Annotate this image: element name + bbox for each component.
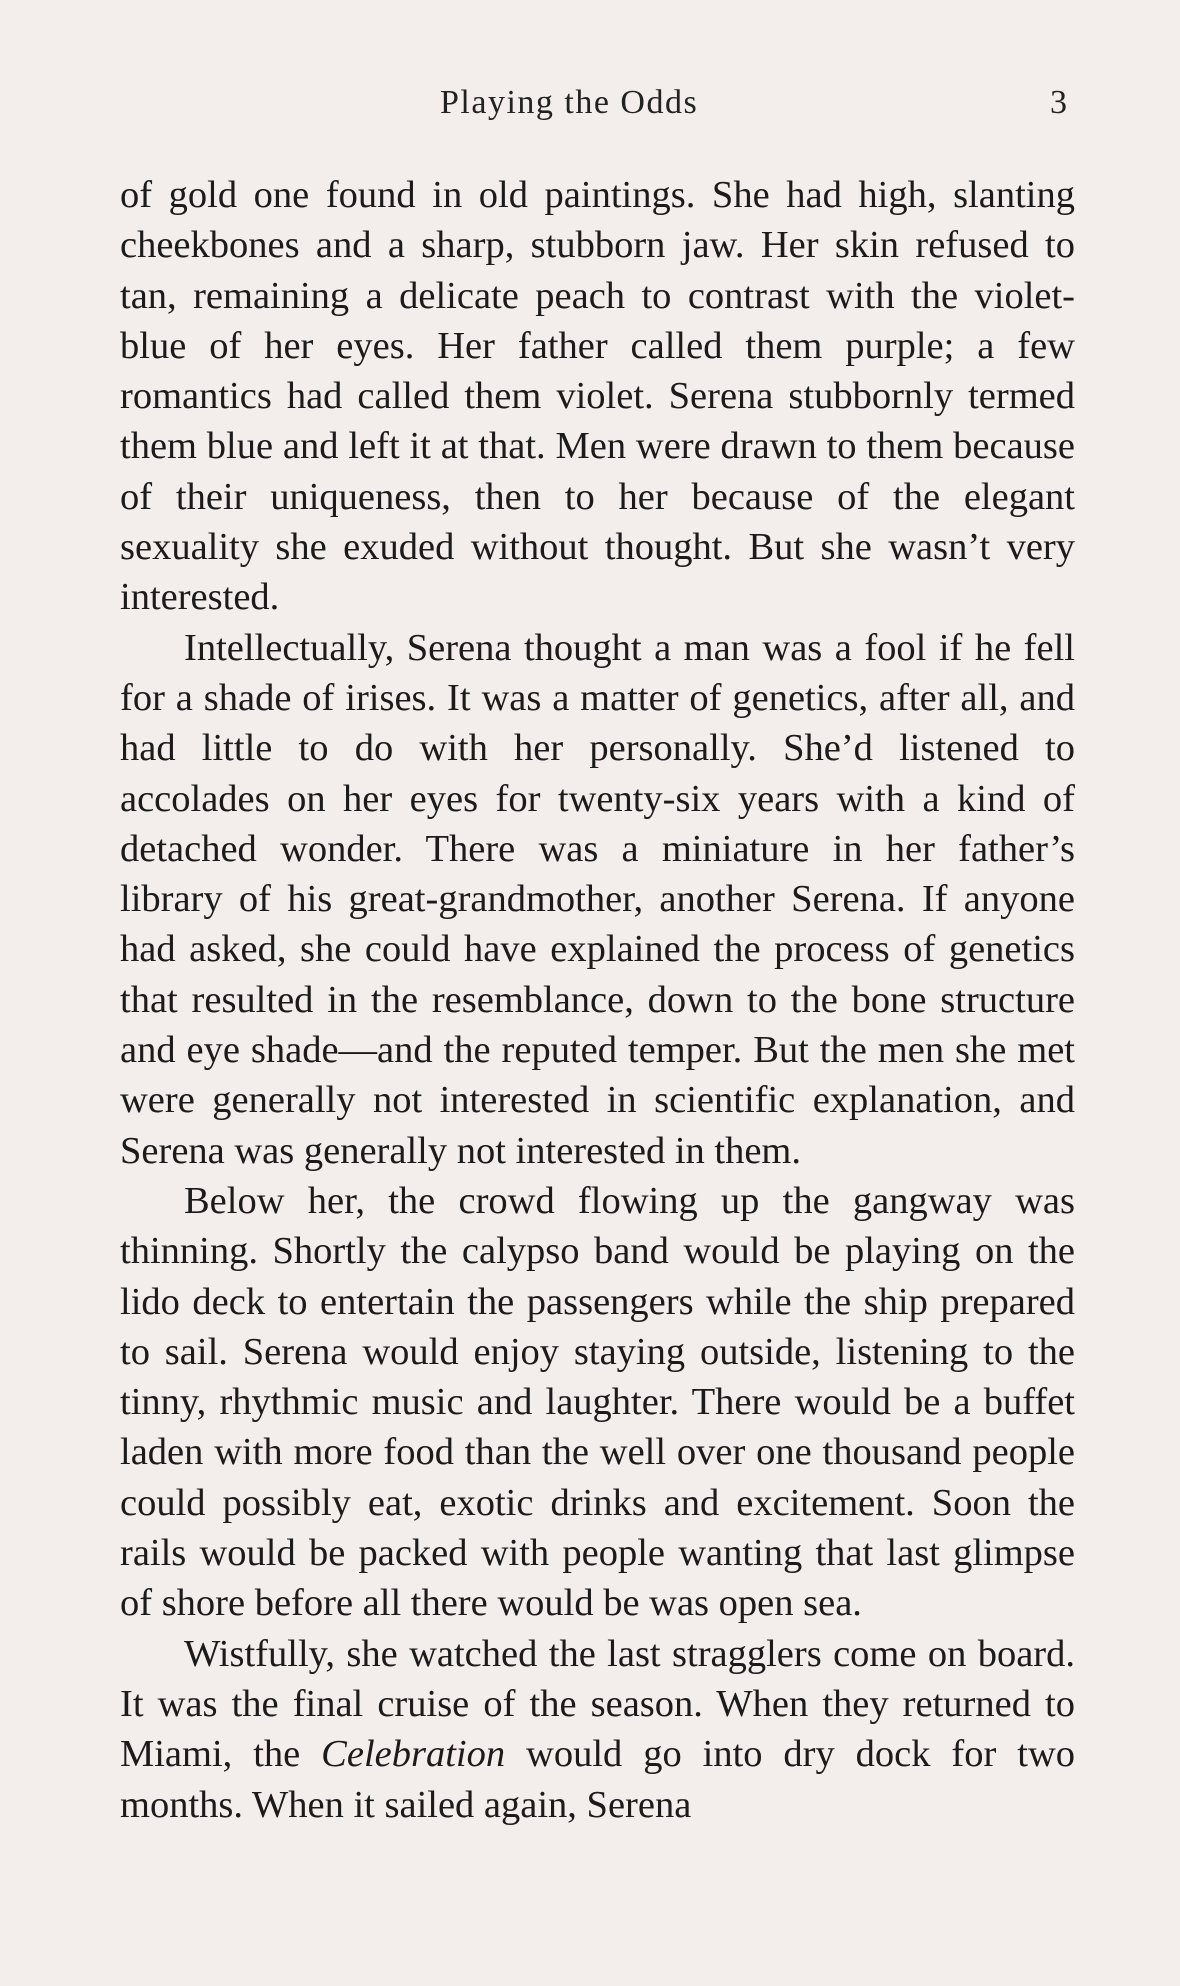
paragraph: Below her, the crowd flowing up the gangway was thinning. Shortly the calypso band would be playing on the lido deck to entertain the passengers while the ship prepared to sail. Serena would enjoy staying outside, listening to the tinny, rhythmic music and laughter. There would be a buffet laden with more food than the well over one thousand people could possibly eat, exotic drinks and excitement. Soon the rails would be packed with people wanting that last glimpse of shore before all there would be was open sea.	[120, 1179, 1075, 1625]
body-text	[120, 170, 1075, 1830]
paragraph-text: Wistfully, she watched the last stragglers come on board. It was the final cruise of the season. When they returned to Miami, the	[120, 1632, 1075, 1776]
paragraph	[120, 1629, 1075, 1830]
page-number: 3	[1050, 84, 1067, 121]
paragraph: Intellectually, Serena thought a man was a fool if he fell for a shade of irises. It was a matter of genetics, after all, and had little to do with her personally. She’d listened to accolades on her eyes for twenty-six years with a kind of detached wonder. There was a miniature in her father’s library of his great-grandmother, another Serena. If anyone had asked, she could have explained the process of genetics that resulted in the resemblance, down to the bone structure and eye shade—and the reputed temper. But the men she met were generally not interested in scientific explanation, and Serena was generally not interested in them.	[120, 626, 1075, 1172]
running-head	[0, 84, 1180, 128]
paragraph: of gold one found in old paintings. She had high, slanting cheekbones and a sharp, stubborn jaw. Her skin refused to tan, remaining a delicate peach to contrast with the violet-blue of her eyes. Her father called them purple; a few romantics had called them violet. Serena stubbornly termed them blue and left it at that. Men were drawn to them because of their uniqueness, then to her because of the elegant sexuality she exuded without thought. But she wasn’t very interested.	[120, 174, 1075, 619]
ship-name: Celebration	[321, 1733, 506, 1776]
paragraph-text: would go into dry dock for two months. When it sailed again, Serena	[120, 1733, 1075, 1826]
running-title: Playing the Odds	[440, 84, 699, 121]
